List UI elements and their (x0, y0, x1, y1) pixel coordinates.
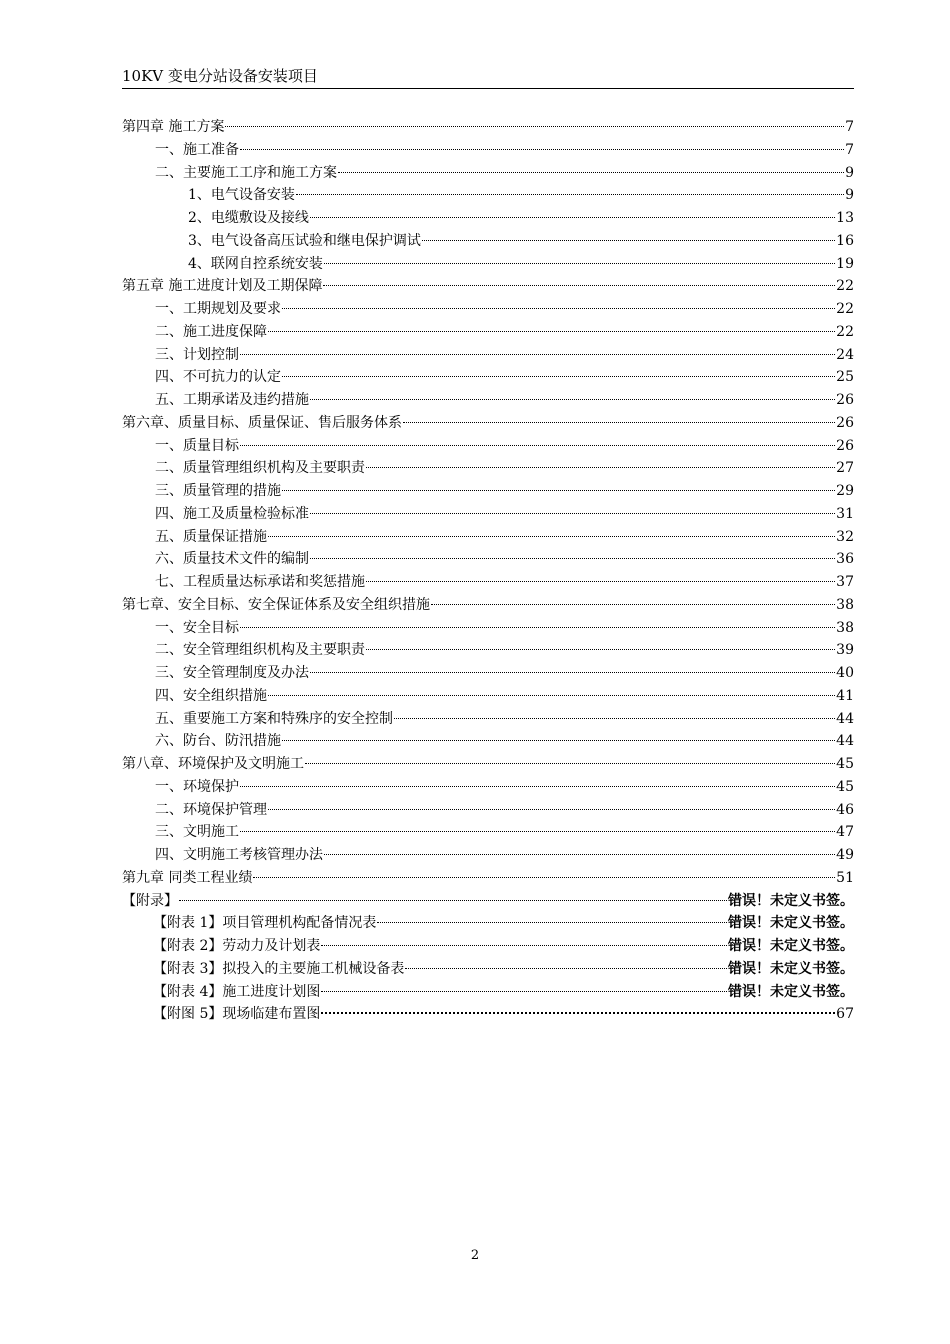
toc-entry[interactable] (122, 844, 854, 867)
toc-entry-label: 四、文明施工考核管理办法 (155, 847, 323, 863)
toc-entry[interactable] (122, 457, 854, 480)
toc-leader-dots (179, 900, 727, 901)
toc-entry[interactable] (122, 412, 854, 435)
toc-leader-dots (240, 445, 835, 446)
toc-leader-dots (321, 991, 727, 992)
toc-entry-label: 二、主要施工工序和施工方案 (155, 164, 337, 181)
toc-leader-dots (366, 649, 835, 650)
toc-bookmark-error: 错误！未定义书签。 (728, 938, 854, 954)
toc-page-number: 36 (836, 551, 854, 568)
toc-leader-dots (422, 240, 835, 241)
toc-page-number: 9 (845, 187, 854, 204)
toc-entry-label: 第九章 同类工程业绩 (122, 869, 253, 886)
toc-entry-label: 一、安全目标 (155, 619, 239, 636)
toc-entry[interactable] (122, 730, 854, 753)
toc-page-number: 49 (836, 847, 854, 863)
toc-entry[interactable] (122, 526, 854, 549)
toc-entry[interactable] (122, 1003, 854, 1026)
toc-page-number: 13 (836, 210, 854, 226)
toc-leader-dots (305, 763, 835, 764)
toc-entry[interactable] (122, 298, 854, 321)
toc-entry[interactable] (122, 275, 854, 298)
toc-entry-label: 【附录】 (122, 892, 178, 909)
toc-page-number: 31 (836, 505, 854, 522)
toc-leader-dots (310, 399, 835, 400)
toc-entry[interactable] (122, 116, 854, 139)
toc-leader-dots (377, 922, 727, 923)
toc-entry[interactable] (122, 662, 854, 685)
toc-page-number: 41 (836, 687, 854, 704)
toc-entry[interactable] (122, 935, 854, 958)
toc-entry-label: 二、施工进度保障 (155, 323, 267, 340)
toc-entry-label: 一、环境保护 (155, 778, 239, 795)
toc-page-number: 46 (836, 801, 854, 818)
toc-page-number: 26 (836, 414, 854, 431)
toc-page-number: 44 (836, 710, 854, 727)
toc-entry[interactable] (122, 184, 854, 207)
toc-leader-dots (268, 536, 835, 537)
toc-entry[interactable] (122, 480, 854, 503)
toc-page-number: 26 (836, 392, 854, 408)
toc-page-number: 38 (836, 619, 854, 636)
toc-entry[interactable] (122, 890, 854, 913)
toc-page-number: 27 (836, 460, 854, 477)
toc-entry[interactable] (122, 571, 854, 594)
toc-leader-dots (282, 376, 835, 377)
toc-leader-dots (310, 217, 835, 218)
toc-entry-label: 四、安全组织措施 (155, 687, 267, 704)
toc-entry[interactable] (122, 389, 854, 412)
toc-leader-dots (282, 308, 835, 309)
toc-page-number: 22 (836, 301, 854, 317)
toc-entry-label: 三、计划控制 (155, 346, 239, 363)
toc-leader-dots (240, 786, 835, 787)
toc-page-number: 45 (836, 778, 854, 795)
toc-entry[interactable] (122, 799, 854, 822)
toc-entry[interactable] (122, 708, 854, 731)
toc-entry[interactable] (122, 776, 854, 799)
toc-entry[interactable] (122, 321, 854, 344)
toc-entry[interactable] (122, 821, 854, 844)
toc-entry-label: 四、不可抗力的认定 (155, 369, 281, 386)
toc-leader-dots (338, 172, 844, 173)
page-footer (0, 1248, 950, 1263)
toc-entry-label: 1、电气设备安装 (188, 187, 295, 204)
toc-leader-dots (240, 831, 835, 832)
toc-entry[interactable] (122, 639, 854, 662)
toc-page-number: 51 (836, 869, 854, 886)
toc-entry[interactable] (122, 253, 854, 276)
toc-entry-label: 第七章、安全目标、安全保证体系及安全组织措施 (122, 596, 430, 613)
toc-leader-dots (431, 604, 835, 605)
toc-page-number: 7 (845, 141, 854, 158)
toc-page-number: 45 (836, 756, 854, 772)
toc-entry[interactable] (122, 366, 854, 389)
toc-entry-label: 二、安全管理组织机构及主要职责 (155, 642, 365, 659)
toc-page-number: 9 (845, 164, 854, 181)
toc-leader-dots (225, 126, 844, 127)
toc-leader-dots (310, 513, 835, 514)
toc-leader-dots (405, 968, 727, 969)
toc-leader-dots (268, 695, 835, 696)
toc-page-number: 7 (845, 119, 854, 135)
toc-page-number: 38 (836, 596, 854, 613)
toc-entry-label: 【附表 3】拟投入的主要施工机械设备表 (153, 960, 405, 977)
toc-leader-dots (268, 331, 835, 332)
toc-bookmark-error: 错误！未定义书签。 (728, 892, 854, 909)
toc-entry-label: 4、联网自控系统安装 (188, 255, 323, 272)
toc-entry-label: 三、质量管理的措施 (155, 483, 281, 499)
toc-leader-dots (240, 354, 835, 355)
toc-entry[interactable] (122, 594, 854, 617)
toc-entry-label: 一、质量目标 (155, 437, 239, 454)
toc-leader-dots (403, 422, 835, 423)
toc-entry-label: 五、质量保证措施 (155, 528, 267, 545)
toc-entry-label: 第四章 施工方案 (122, 119, 225, 135)
toc-entry-label: 三、文明施工 (155, 824, 239, 841)
toc-page-number: 24 (836, 346, 854, 363)
toc-bookmark-error: 错误！未定义书签。 (728, 915, 854, 932)
toc-page-number: 67 (836, 1006, 854, 1023)
toc-leader-dots (323, 285, 835, 286)
toc-leader-dots (310, 672, 835, 673)
toc-page-number: 29 (836, 483, 854, 499)
toc-entry-label: 【附表 2】劳动力及计划表 (153, 938, 321, 954)
toc-entry-label: 三、安全管理制度及办法 (155, 665, 309, 681)
toc-entry[interactable] (122, 548, 854, 571)
toc-page-number: 32 (836, 528, 854, 545)
toc-entry[interactable] (122, 617, 854, 640)
toc-entry[interactable] (122, 139, 854, 162)
toc-leader-dots (366, 581, 835, 582)
toc-entry[interactable] (122, 753, 854, 776)
toc-entry-label: 四、施工及质量检验标准 (155, 505, 309, 522)
toc-entry[interactable] (122, 162, 854, 185)
toc-leader-dots (321, 945, 727, 946)
toc-leader-dots (324, 263, 835, 264)
toc-entry-label: 一、施工准备 (155, 141, 239, 158)
toc-leader-dots (282, 490, 835, 491)
toc-entry[interactable] (122, 912, 854, 935)
toc-entry-label: 第六章、质量目标、质量保证、售后服务体系 (122, 414, 402, 431)
toc-page-number: 40 (836, 665, 854, 681)
page-number: 2 (470, 1248, 480, 1263)
toc-leader-dots (253, 877, 835, 878)
toc-leader-dots (394, 718, 835, 719)
toc-page-number: 19 (836, 255, 854, 272)
toc-page-number: 26 (836, 437, 854, 454)
toc-entry[interactable] (122, 503, 854, 526)
toc-bookmark-error: 错误！未定义书签。 (728, 983, 854, 1000)
toc-leader-dots (240, 627, 835, 628)
toc-entry-label: 五、重要施工方案和特殊序的安全控制 (155, 710, 393, 727)
toc-leader-dots (296, 194, 844, 195)
running-header (122, 66, 854, 89)
toc-page-number: 39 (836, 642, 854, 659)
toc-page-number: 37 (836, 574, 854, 590)
toc-entry-label: 【附表 4】施工进度计划图 (153, 983, 321, 1000)
toc-entry-label: 第八章、环境保护及文明施工 (122, 756, 304, 772)
toc-page-number: 25 (836, 369, 854, 386)
toc-entry[interactable] (122, 207, 854, 230)
toc-entry-label: 六、防台、防汛措施 (155, 733, 281, 750)
toc-entry-label: 第五章 施工进度计划及工期保障 (122, 278, 323, 295)
toc-entry-label: 2、电缆敷设及接线 (188, 210, 309, 226)
toc-leader-dots (321, 1012, 835, 1014)
toc-entry[interactable] (122, 867, 854, 890)
toc-leader-dots (366, 467, 835, 468)
toc-entry[interactable] (122, 958, 854, 981)
toc-leader-dots (310, 558, 835, 559)
toc-entry-label: 一、工期规划及要求 (155, 301, 281, 317)
toc-page-number: 44 (836, 733, 854, 750)
toc-entry-label: 六、质量技术文件的编制 (155, 551, 309, 568)
toc-entry-label: 二、环境保护管理 (155, 801, 267, 818)
toc-entry-label: 五、工期承诺及违约措施 (155, 392, 309, 408)
toc-page-number: 47 (836, 824, 854, 841)
toc-page-number: 22 (836, 323, 854, 340)
toc-leader-dots (282, 740, 835, 741)
header-title: 10KV 变电分站设备安装项目 (122, 67, 318, 85)
toc-entry-label: 3、电气设备高压试验和继电保护调试 (188, 232, 421, 249)
toc-entry[interactable] (122, 230, 854, 253)
toc-entry[interactable] (122, 435, 854, 458)
toc-bookmark-error: 错误！未定义书签。 (728, 960, 854, 977)
toc-entry-label: 七、工程质量达标承诺和奖惩措施 (155, 574, 365, 590)
toc-leader-dots (324, 854, 835, 855)
toc-entry-label: 【附表 1】项目管理机构配备情况表 (153, 915, 377, 932)
toc-entry[interactable] (122, 981, 854, 1004)
table-of-contents (122, 116, 854, 1026)
toc-page-number: 22 (836, 278, 854, 295)
toc-entry[interactable] (122, 344, 854, 367)
toc-entry[interactable] (122, 685, 854, 708)
toc-entry-label: 【附图 5】现场临建布置图 (153, 1006, 321, 1023)
toc-leader-dots (268, 809, 835, 810)
toc-leader-dots (240, 149, 844, 150)
toc-entry-label: 二、质量管理组织机构及主要职责 (155, 460, 365, 477)
toc-page-number: 16 (836, 232, 854, 249)
